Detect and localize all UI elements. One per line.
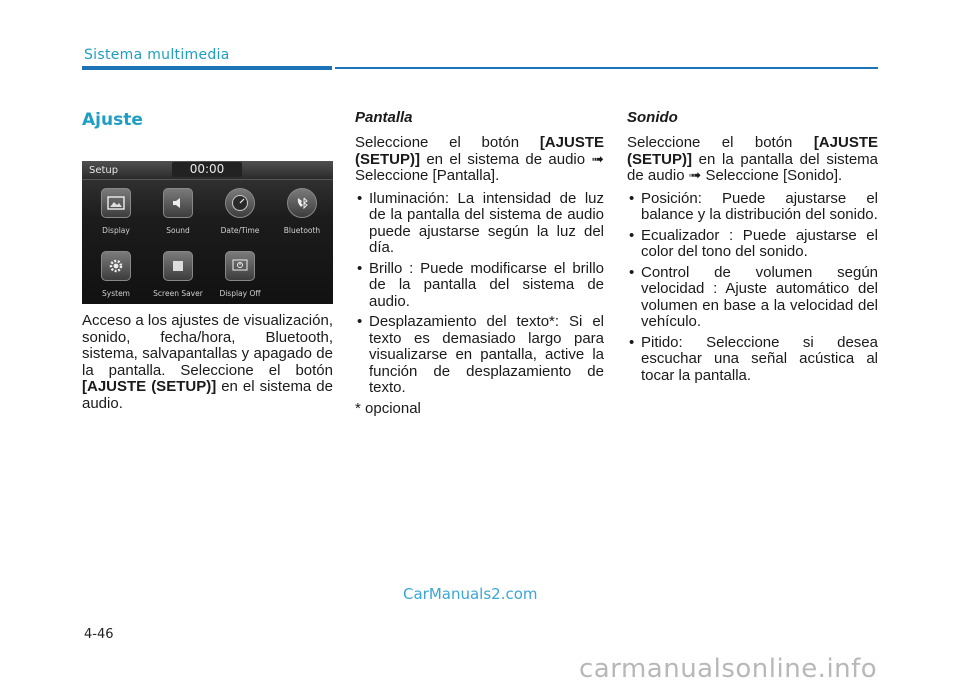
tile-bluetooth[interactable] — [272, 188, 332, 240]
tile-label: Date/Time — [220, 226, 260, 235]
list-item: • Desplazamiento del texto*: Si el texto es demasiado largo para visualizarse en pantalla, active la función de desplazamiento de texto. — [355, 314, 604, 397]
pantalla-intro: Seleccione el botón [AJUSTE (SETUP)] en el sistema de audio ➟ Seleccione [Pantalla]. — [355, 134, 604, 184]
page-number: 4-46 — [84, 627, 114, 642]
tile-date-time[interactable] — [210, 188, 270, 240]
tile-display-off[interactable] — [210, 251, 270, 303]
sonido-list — [627, 191, 878, 385]
tile-sound[interactable] — [148, 188, 208, 240]
heading-ajuste: Ajuste — [82, 110, 143, 130]
ajuste-description: Acceso a los ajustes de visualización, sonido, fecha/hora, Bluetooth, sistema, salvapantallas y apagado de la pantalla. Seleccione el botón [AJUSTE (SETUP)] en el sistema de audio. — [82, 312, 333, 412]
list-item: • Brillo : Puede modificarse el brillo de la pantalla del sistema de audio. — [355, 261, 604, 311]
list-item: • Posición: Puede ajustarse el balance y la distribución del sonido. — [627, 191, 878, 224]
display-icon — [101, 188, 131, 218]
screen-saver-icon — [163, 251, 193, 281]
gear-icon — [101, 251, 131, 281]
list-item: • Iluminación: La intensidad de luz de la pantalla del sistema de audio puede ajustarse según la luz del día. — [355, 191, 604, 257]
list-item: • Ecualizador : Puede ajustarse el color del tono del sonido. — [627, 228, 878, 261]
sound-icon — [163, 188, 193, 218]
column-ajuste — [82, 108, 333, 412]
tile-system[interactable] — [86, 251, 146, 303]
watermark-link[interactable]: CarManuals2.com — [403, 585, 538, 603]
setup-screen-illustration — [82, 161, 333, 304]
column-sonido — [627, 108, 878, 388]
tile-label: Display — [102, 226, 130, 235]
tile-label: Sound — [166, 226, 190, 235]
tile-display[interactable] — [86, 188, 146, 240]
tile-label: Screen Saver — [153, 289, 203, 298]
screen-clock: 00:00 — [172, 162, 242, 177]
optional-note: * opcional — [355, 399, 421, 417]
screen-title: Setup — [89, 165, 119, 176]
pantalla-list — [355, 191, 604, 397]
watermark-footer: carmanualsonline.info — [579, 654, 878, 684]
tile-label: Bluetooth — [283, 226, 321, 235]
column-pantalla — [355, 108, 604, 417]
header-rule-thin — [335, 67, 878, 69]
sonido-intro: Seleccione el botón [AJUSTE (SETUP)] en la pantalla del sistema de audio ➟ Seleccione [Sonido]. — [627, 134, 878, 184]
bluetooth-phone-icon — [287, 188, 317, 218]
tile-label: System — [102, 289, 130, 298]
tile-label: Display Off — [219, 289, 261, 298]
tile-screen-saver[interactable] — [148, 251, 208, 303]
clock-icon — [225, 188, 255, 218]
header-rule-thick — [82, 66, 332, 70]
section-title: Sistema multimedia — [84, 47, 230, 63]
power-icon — [225, 251, 255, 281]
list-item: • Pitido: Seleccione si desea escuchar una señal acústica al tocar la pantalla. — [627, 335, 878, 385]
list-item: • Control de volumen según velocidad : Ajuste automático del volumen en base a la velocidad del vehículo. — [627, 265, 878, 331]
heading-pantalla: Pantalla — [355, 109, 413, 126]
heading-sonido: Sonido — [627, 109, 678, 126]
